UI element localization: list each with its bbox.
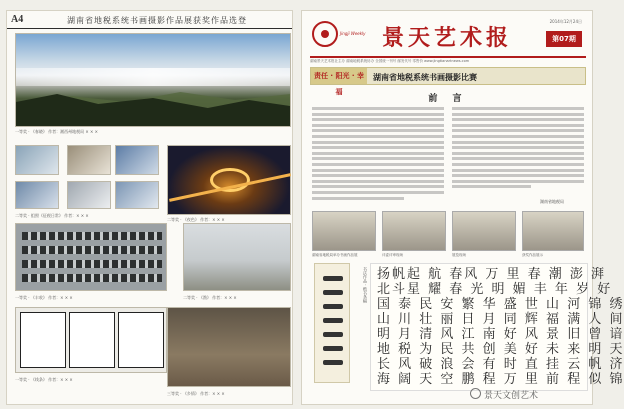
left-page-header [7, 11, 292, 29]
caption-main: 一等奖 · 《春晓》 作者：湘西州地税局 × × × [15, 129, 98, 134]
issue-date: 2014年12月24日 [549, 19, 582, 24]
event-photo-4 [522, 211, 584, 251]
scroll-note: 书法作品 · 楷书条幅 [363, 267, 368, 303]
photo-lake-fisherman [183, 223, 291, 291]
left-page-title: 湖南省地税系统书画摄影作品展获奖作品选登 [67, 16, 247, 25]
masthead-subline: 湖南景天艺术报社主办 湖南地税系统协办 全国统一刊号 邮发代号 零售价 www.jingtianartnews.com [310, 59, 470, 63]
event-caption-4: 获奖作品展示 [522, 253, 543, 257]
logo-icon [312, 21, 338, 47]
calligraphy-row: 明 月 清 风 江 南 好 风 景 旧 曾 谙 [377, 327, 624, 342]
photo-villagers [167, 307, 291, 387]
caption-people: 三等奖 · 《乡情》 作者：× × × [167, 391, 225, 396]
caption-night: 二等奖 · 《夜色》 作者：× × × [167, 217, 225, 222]
photo-drying-rows [15, 223, 167, 291]
event-caption-1: 湖南省地税局举办书画作品展 [312, 253, 358, 257]
photo-thumb-2 [67, 145, 111, 175]
preface-signature: 湖南省地税局 [540, 199, 564, 204]
masthead-title: 景天艺术报 [382, 25, 513, 51]
watermark: 景天文创艺术 [484, 391, 539, 401]
masthead [302, 11, 592, 57]
banner-tag: 责任 · 阳光 · 幸福 [311, 68, 367, 84]
caption-lake: 二等奖 · 《渔》 作者：× × × [183, 295, 237, 300]
calligraphy-row: 扬帆起 航 春风 万 里 春 潮 澎 湃 [377, 267, 607, 282]
banner-title: 湖南省地税系统书画摄影比赛 [373, 72, 477, 82]
event-photo-1 [312, 211, 376, 251]
calligraphy-scroll [314, 263, 350, 383]
caption-rows: 一等奖 · 《丰收》 作者：× × × [15, 295, 73, 300]
calligraphy-row: 长 风 破 浪 会 有 时 直 挂 云 帆 济 [377, 357, 624, 372]
preface-heading: 前 言 [428, 94, 468, 104]
wechat-icon [470, 388, 481, 399]
photo-thumb-4 [15, 181, 59, 209]
caption-thumbs: 二等奖 · 组照《征税日常》 作者：× × × [15, 213, 89, 218]
preface-text-left [312, 107, 444, 203]
calligraphy-row: 北斗星 耀 春 光 明 媚 丰 年 岁 好 [377, 282, 613, 297]
masthead-rule [310, 56, 586, 58]
calligraphy-row: 海 阔 天 空 鹏 程 万 里 前 程 似 锦 [377, 372, 624, 387]
photo-bw-triptych [15, 307, 167, 373]
calligraphy-row: 山 川 壮 丽 日 月 同 辉 福 满 人 间 [377, 312, 624, 327]
issue-badge: 第07期 [546, 31, 582, 47]
photo-night-interchange [167, 145, 291, 215]
page-number: A4 [11, 14, 24, 25]
calligraphy-row: 国 泰 民 安 繁 华 盛 世 山 河 锦 绣 [377, 297, 624, 312]
event-caption-2: 评委评审现场 [382, 253, 403, 257]
photo-thumb-5 [67, 181, 111, 209]
photo-thumb-3 [115, 145, 159, 175]
logo-text: Jingji Weekly [340, 31, 366, 36]
photo-landscape-mountains [15, 33, 291, 127]
photo-thumb-1 [15, 145, 59, 175]
event-caption-3: 展览现场 [452, 253, 466, 257]
section-banner [310, 67, 586, 96]
calligraphy-panel [370, 263, 624, 391]
left-page [6, 10, 293, 405]
event-photo-2 [382, 211, 446, 251]
caption-bw: 一等奖 · 《线条》 作者：× × × [15, 377, 73, 382]
preface-text-right [452, 107, 584, 203]
calligraphy-row: 地 税 为 民 共 创 美 好 未 来 明 天 [377, 342, 624, 357]
right-page [301, 10, 624, 405]
photo-thumb-6 [115, 181, 159, 209]
event-photo-3 [452, 211, 516, 251]
